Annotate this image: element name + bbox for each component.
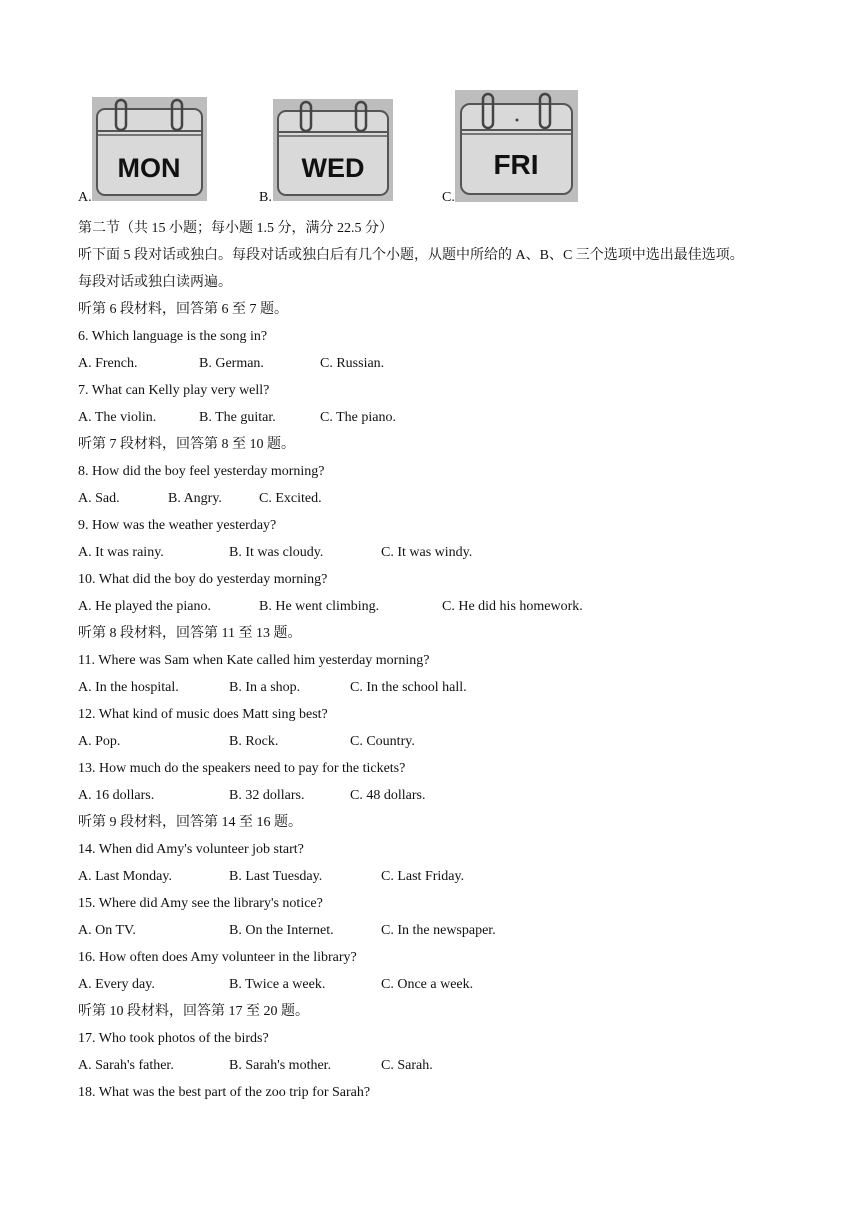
option-b: B. Angry. <box>168 491 222 506</box>
option-a: A. 16 dollars. <box>78 788 155 803</box>
option-b: B. German. <box>199 356 264 371</box>
calendar-picture-wed <box>273 99 393 201</box>
question-text: 12. What kind of music does Matt sing best? <box>78 707 328 722</box>
option-c: C. Last Friday. <box>381 869 465 884</box>
option-c: C. The piano. <box>320 410 396 425</box>
instruction-line-1: 听下面 5 段对话或独白。每段对话或独白后有几个小题，从题中所给的 A、B、C 三个选项中选出最佳选项。 <box>78 248 744 263</box>
option-b: B. Twice a week. <box>229 977 326 992</box>
option-c: C. He did his homework. <box>442 599 583 614</box>
option-a: A. Sad. <box>78 491 120 506</box>
option-b: B. Sarah's mother. <box>229 1058 332 1073</box>
material-heading: 听第 7 段材料，回答第 8 至 10 题。 <box>78 437 295 452</box>
calendar-day-wed: WED <box>301 153 365 183</box>
instruction-line-2: 每段对话或独白读两遍。 <box>78 275 232 290</box>
question-text: 7. What can Kelly play very well? <box>78 383 270 398</box>
option-a: A. Pop. <box>78 734 121 749</box>
option-c: C. Once a week. <box>381 977 474 992</box>
calendar-picture-fri <box>455 90 578 202</box>
option-c: C. Sarah. <box>381 1058 433 1073</box>
option-a: A. On TV. <box>78 923 136 938</box>
question-text: 15. Where did Amy see the library's notice? <box>78 896 323 911</box>
question-text: 6. Which language is the song in? <box>78 329 268 344</box>
question-text: 16. How often does Amy volunteer in the library? <box>78 950 357 965</box>
question-text: 11. Where was Sam when Kate called him yesterday morning? <box>78 653 430 668</box>
option-c: C. Russian. <box>320 356 385 371</box>
material-heading: 听第 9 段材料，回答第 14 至 16 题。 <box>78 815 302 830</box>
option-b: B. On the Internet. <box>229 923 334 938</box>
option-a: A. In the hospital. <box>78 680 179 695</box>
option-b: B. In a shop. <box>229 680 301 695</box>
material-heading: 听第 6 段材料，回答第 6 至 7 题。 <box>78 302 288 317</box>
option-a: A. French. <box>78 356 138 371</box>
option-b: B. 32 dollars. <box>229 788 305 803</box>
question-text: 10. What did the boy do yesterday morning? <box>78 572 328 587</box>
material-heading: 听第 10 段材料，回答第 17 至 20 题。 <box>78 1004 309 1019</box>
calendar-day-mon: MON <box>117 153 181 183</box>
question-text: 17. Who took photos of the birds? <box>78 1031 269 1046</box>
option-c: C. It was windy. <box>381 545 473 560</box>
option-a: A. It was rainy. <box>78 545 164 560</box>
option-b: B. The guitar. <box>199 410 276 425</box>
calendar-option-label-c: C. <box>442 190 455 205</box>
option-b: B. Rock. <box>229 734 279 749</box>
option-c: C. 48 dollars. <box>350 788 426 803</box>
section-title: 第二节（共 15 小题；每小题 1.5 分，满分 22.5 分） <box>78 221 393 236</box>
option-c: C. In the school hall. <box>350 680 467 695</box>
question-text: 18. What was the best part of the zoo trip for Sarah? <box>78 1085 371 1100</box>
option-b: B. He went climbing. <box>259 599 380 614</box>
question-text: 9. How was the weather yesterday? <box>78 518 277 533</box>
calendar-option-label-b: B. <box>259 190 272 205</box>
option-a: A. He played the piano. <box>78 599 211 614</box>
calendar-option-label-a: A. <box>78 190 92 205</box>
option-c: C. Country. <box>350 734 415 749</box>
material-heading: 听第 8 段材料，回答第 11 至 13 题。 <box>78 626 302 641</box>
option-b: B. Last Tuesday. <box>229 869 323 884</box>
option-a: A. Sarah's father. <box>78 1058 174 1073</box>
option-c: C. In the newspaper. <box>381 923 496 938</box>
question-text: 13. How much do the speakers need to pay for the tickets? <box>78 761 406 776</box>
option-a: A. Every day. <box>78 977 155 992</box>
option-b: B. It was cloudy. <box>229 545 324 560</box>
question-text: 14. When did Amy's volunteer job start? <box>78 842 304 857</box>
option-a: A. Last Monday. <box>78 869 172 884</box>
calendar-day-fri: FRI <box>493 149 539 180</box>
option-c: C. Excited. <box>259 491 322 506</box>
question-text: 8. How did the boy feel yesterday morning? <box>78 464 325 479</box>
option-a: A. The violin. <box>78 410 157 425</box>
calendar-picture-mon <box>92 97 207 201</box>
